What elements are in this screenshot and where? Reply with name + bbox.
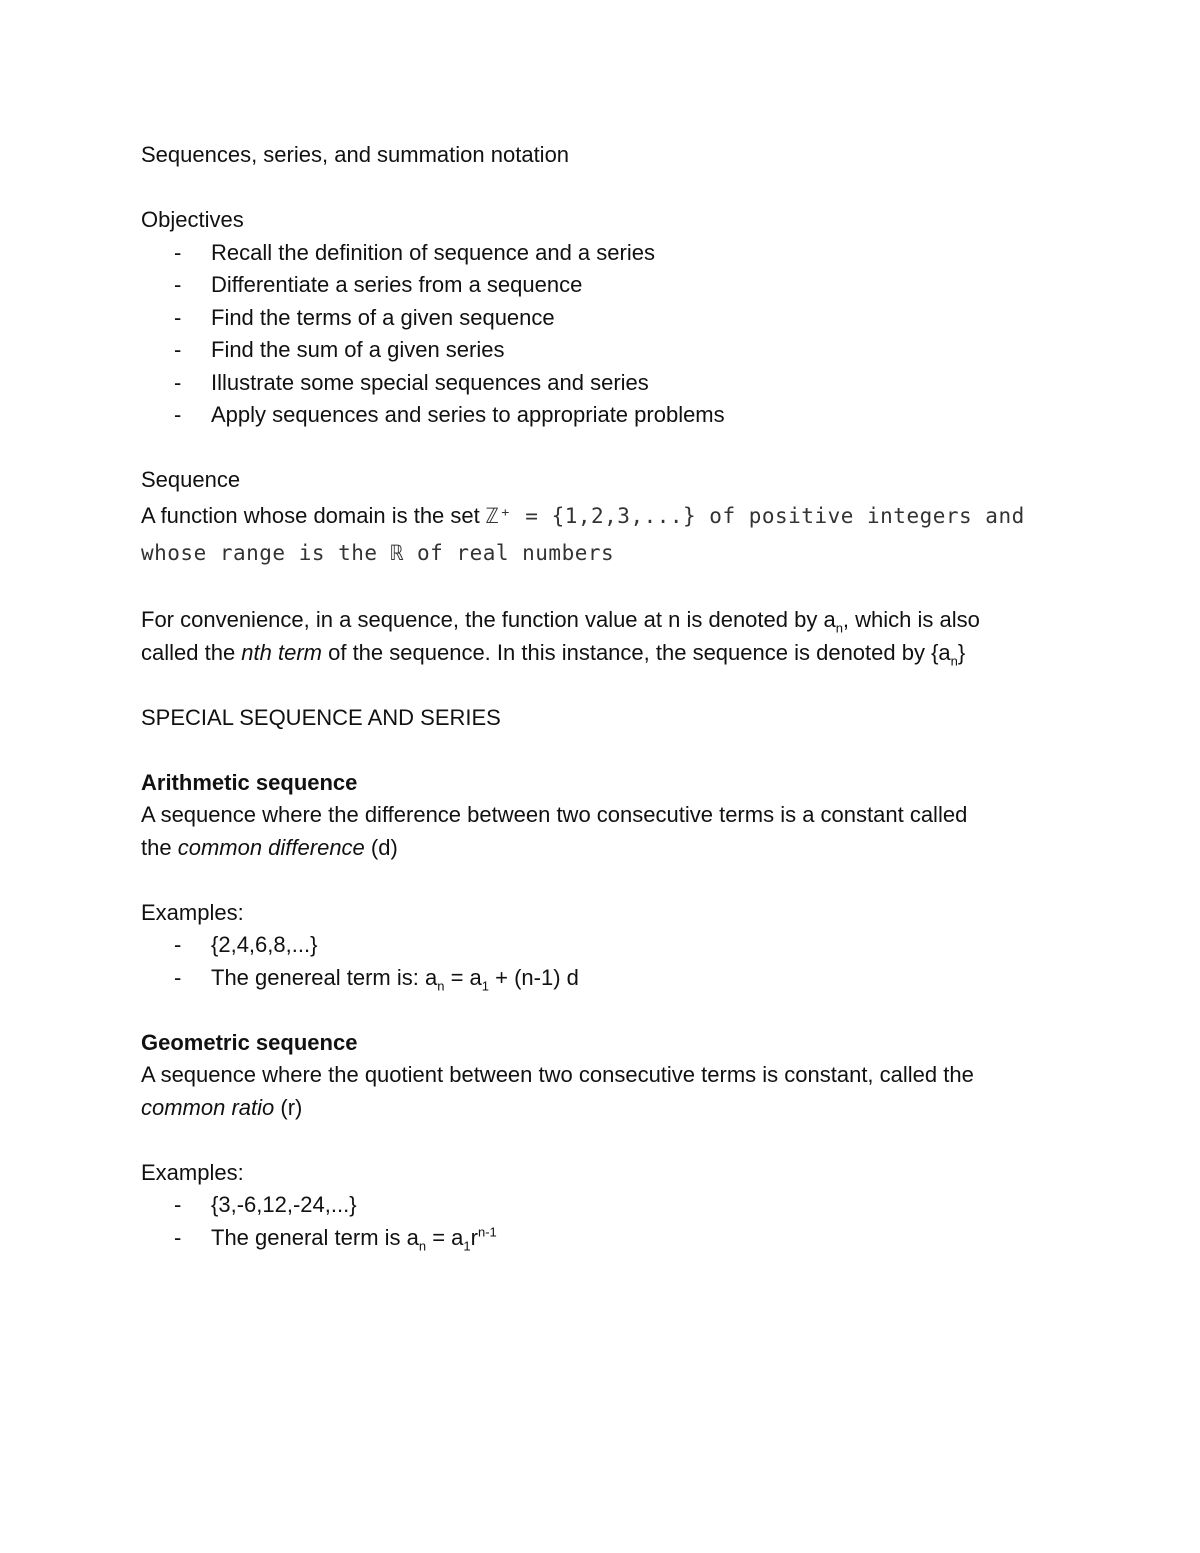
superscript: n-1 <box>477 1224 497 1240</box>
subscript: n <box>418 1237 427 1253</box>
formula-text: r <box>470 1224 478 1250</box>
list-item: - Apply sequences and series to appropriate problems <box>141 399 1061 432</box>
subscript: n <box>950 652 958 668</box>
convenience-line1 <box>141 604 1061 637</box>
geometric-examples-list <box>141 1189 1061 1254</box>
spacer <box>141 1124 1061 1157</box>
list-item: - Find the sum of a given series <box>141 334 1061 367</box>
sequence-definition-line1 <box>141 497 1061 535</box>
convenience-text: of the sequence. In this instance, the sequence is denoted by {a <box>322 639 951 665</box>
list-item: - Differentiate a series from a sequence <box>141 269 1061 302</box>
arithmetic-text: (d) <box>364 834 398 860</box>
arithmetic-examples-list <box>141 929 1061 994</box>
arithmetic-heading: Arithmetic sequence <box>141 769 358 795</box>
arithmetic-definition-line2 <box>141 832 1061 865</box>
arithmetic-examples-heading: Examples: <box>141 899 244 925</box>
spacer <box>141 572 1061 605</box>
geometric-definition-line2 <box>141 1092 1061 1125</box>
arithmetic-definition-line1: A sequence where the difference between two consecutive terms is a constant called <box>141 802 968 827</box>
list-item <box>141 962 1061 995</box>
geometric-examples-heading: Examples: <box>141 1159 244 1185</box>
arithmetic-text: the <box>141 834 178 860</box>
geometric-definition-line1: A sequence where the quotient between two consecutive terms is constant, called the <box>141 1062 974 1087</box>
list-item <box>141 1222 1061 1255</box>
spacer <box>141 432 1061 465</box>
spacer <box>141 864 1061 897</box>
convenience-text: } <box>957 639 966 665</box>
spacer <box>141 734 1061 767</box>
special-heading: SPECIAL SEQUENCE AND SERIES <box>141 704 501 730</box>
geometric-text: (r) <box>274 1094 303 1120</box>
common-ratio-emphasis: common ratio <box>141 1094 275 1120</box>
objectives-heading: Objectives <box>141 207 244 232</box>
common-difference-emphasis: common difference <box>177 834 365 860</box>
formula-text: = a <box>444 964 482 990</box>
objectives-list <box>141 237 1061 432</box>
list-item: - Find the terms of a given sequence <box>141 302 1061 335</box>
convenience-text: For convenience, in a sequence, the function value at n is denoted by a <box>141 607 836 632</box>
spacer <box>141 669 1061 702</box>
formula-text: The genereal term is: a <box>211 964 438 990</box>
document-page <box>141 139 1061 1254</box>
list-item: - {2,4,6,8,...} <box>141 929 1061 962</box>
subscript: 1 <box>463 1237 471 1253</box>
list-item: - {3,-6,12,-24,...} <box>141 1189 1061 1222</box>
spacer <box>141 172 1061 205</box>
sequence-definition-line2: whose range is the ℝ of real numbers <box>141 540 615 565</box>
document-title: Sequences, series, and summation notation <box>141 142 570 167</box>
subscript: n <box>835 620 843 636</box>
geometric-heading: Geometric sequence <box>141 1029 358 1055</box>
convenience-line2 <box>141 637 1061 670</box>
sequence-definition-math: ℤ⁺ = {1,2,3,...} of positive integers and <box>485 503 1025 528</box>
formula-text: = a <box>426 1224 464 1250</box>
formula-text: The general term is a <box>211 1224 419 1250</box>
spacer <box>141 994 1061 1027</box>
sequence-definition-text: A function whose domain is the set <box>141 502 486 528</box>
convenience-text: , which is also <box>842 607 980 632</box>
sequence-heading: Sequence <box>141 467 241 492</box>
subscript: n <box>437 977 445 993</box>
nth-term-emphasis: nth term <box>241 639 322 665</box>
subscript: 1 <box>481 977 490 993</box>
list-item: - Recall the definition of sequence and a series <box>141 237 1061 270</box>
convenience-text: called the <box>141 639 242 665</box>
list-item: - Illustrate some special sequences and series <box>141 367 1061 400</box>
formula-text: + (n-1) d <box>489 964 579 990</box>
